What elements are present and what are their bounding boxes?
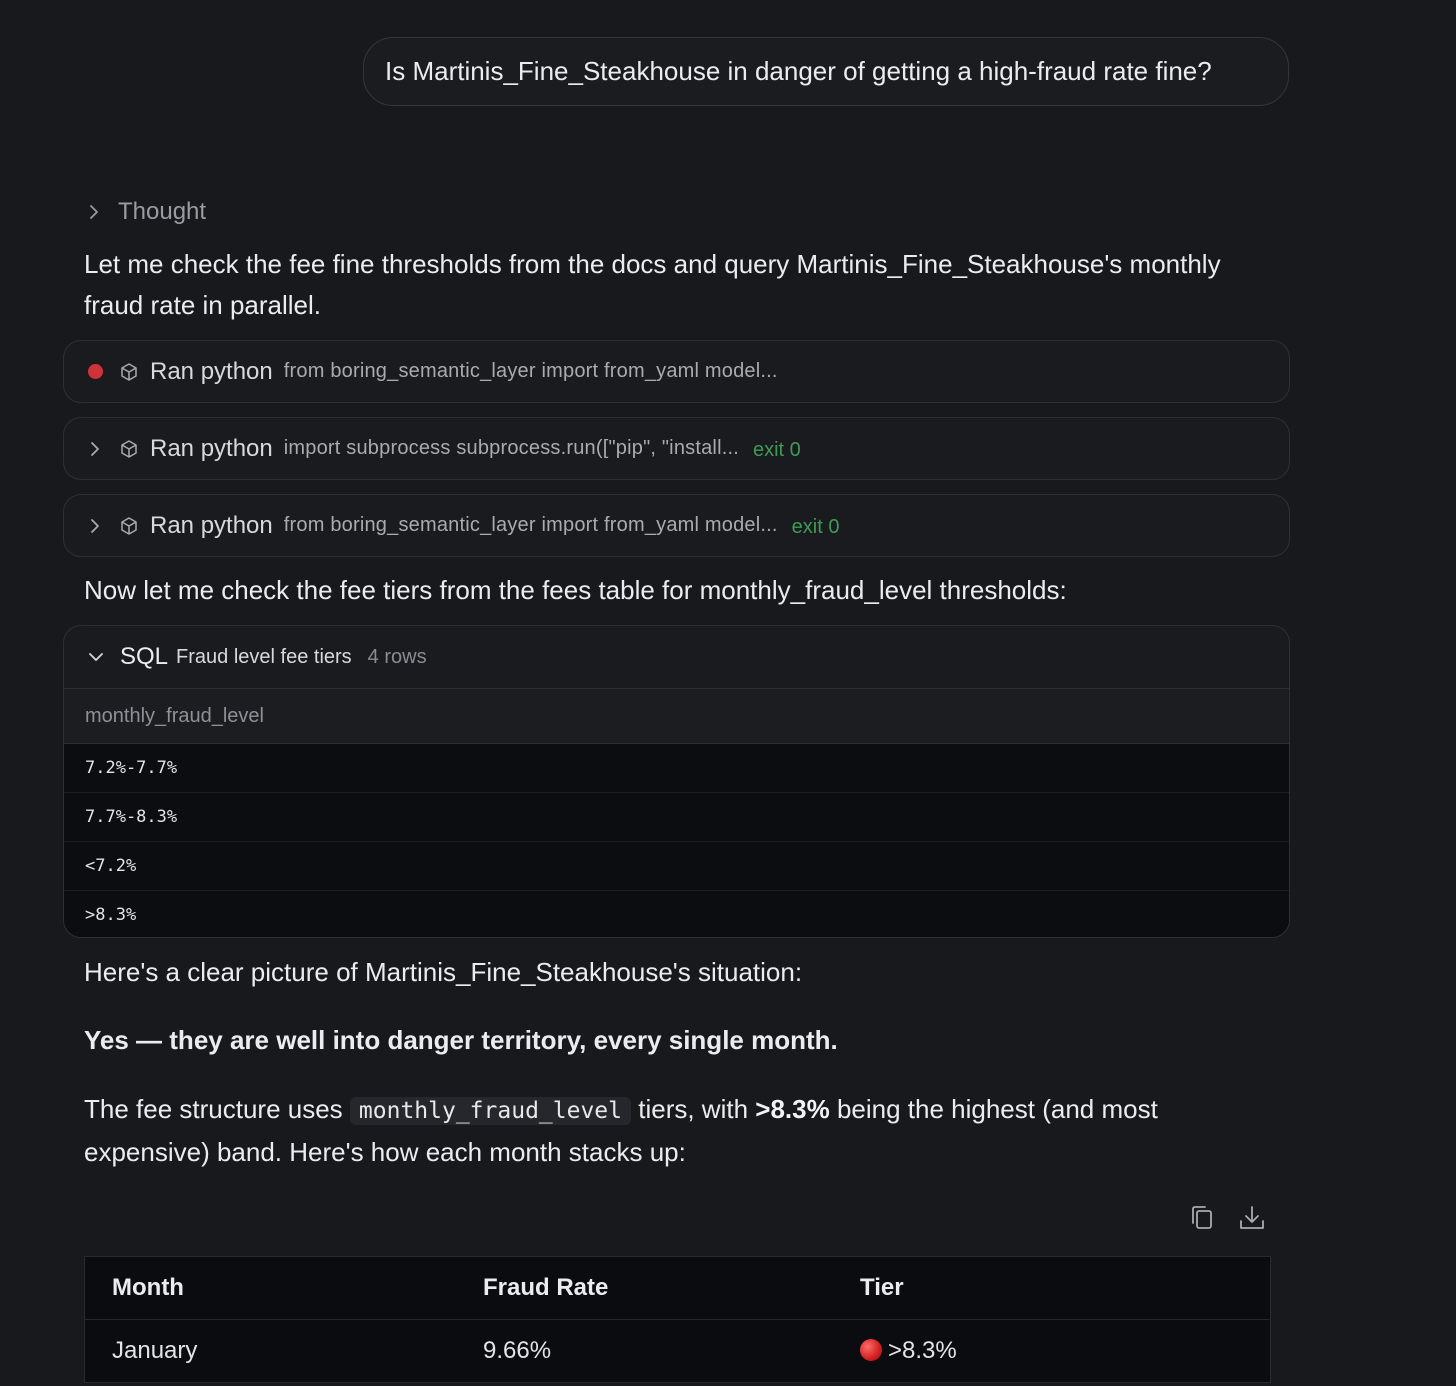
- sql-result-card: [63, 625, 1290, 938]
- cell-month: January: [85, 1320, 457, 1383]
- tool-call-card[interactable]: [63, 340, 1290, 403]
- user-message-bubble: [363, 37, 1289, 106]
- tool-call-card[interactable]: [63, 494, 1290, 557]
- sql-tag: SQL: [120, 643, 169, 670]
- fee-structure-text: [84, 1089, 1284, 1173]
- assistant-intro-text: Let me check the fee fine thresholds from the docs and query Martinis_Fine_Steakhouse's monthly fraud rate in parallel.: [84, 249, 1221, 320]
- table-row: [85, 1320, 1271, 1383]
- column-header-month: Month: [85, 1257, 457, 1320]
- sql-title: Fraud level fee tiers: [176, 645, 352, 668]
- tool-name: Ran python: [150, 511, 273, 539]
- sql-header[interactable]: [64, 626, 1289, 689]
- copy-icon[interactable]: [1188, 1203, 1216, 1233]
- text-part: being the highest (and most expensive) band. Here's how each month stacks up:: [84, 1094, 1158, 1167]
- cell-tier: [833, 1320, 1271, 1383]
- summary-verdict: Yes — they are well into danger territory, every single month.: [84, 1025, 838, 1055]
- download-icon[interactable]: [1238, 1203, 1266, 1233]
- sql-row: >8.3%: [64, 891, 1289, 938]
- exit-status: exit 0: [791, 516, 840, 538]
- tool-name: Ran python: [150, 357, 273, 385]
- table-actions: [1188, 1203, 1266, 1233]
- tool-command: import subprocess subprocess.run(["pip", "install...: [283, 437, 739, 459]
- chevron-right-icon: [84, 202, 104, 222]
- fraud-rate-table: [84, 1256, 1271, 1383]
- tool-command: from boring_semantic_layer import from_yaml model...: [283, 360, 778, 382]
- tier-value: >8.3%: [888, 1337, 957, 1364]
- cell-fraud-rate: 9.66%: [456, 1320, 833, 1383]
- thought-toggle[interactable]: [84, 198, 206, 226]
- inline-code: monthly_fraud_level: [350, 1097, 631, 1125]
- sql-row: <7.2%: [64, 842, 1289, 891]
- exit-status: exit 0: [752, 439, 801, 461]
- tool-call-card[interactable]: [63, 417, 1290, 480]
- red-circle-icon: [860, 1339, 882, 1361]
- fee-tiers-text: Now let me check the fee tiers from the fees table for monthly_fraud_level thresholds:: [84, 575, 1067, 605]
- table-header-row: [85, 1257, 1271, 1320]
- sql-row: 7.2%-7.7%: [64, 744, 1289, 793]
- column-header-tier: Tier: [833, 1257, 1271, 1320]
- running-status-dot: [88, 364, 103, 379]
- cube-icon: [118, 361, 140, 383]
- cube-icon: [118, 515, 140, 537]
- cube-icon: [118, 438, 140, 460]
- sql-row-count: 4 rows: [367, 645, 427, 668]
- chevron-right-icon: [85, 516, 105, 536]
- chevron-right-icon: [85, 439, 105, 459]
- chevron-down-icon: [86, 647, 106, 667]
- sql-column-header: monthly_fraud_level: [64, 689, 1289, 744]
- bold-tier: >8.3%: [755, 1094, 830, 1124]
- text-part: The fee structure uses: [84, 1094, 350, 1124]
- summary-intro: Here's a clear picture of Martinis_Fine_Steakhouse's situation:: [84, 957, 803, 987]
- sql-row: 7.7%-8.3%: [64, 793, 1289, 842]
- user-message-text: Is Martinis_Fine_Steakhouse in danger of getting a high-fraud rate fine?: [385, 56, 1212, 86]
- tool-name: Ran python: [150, 434, 273, 462]
- text-part: tiers, with: [631, 1094, 756, 1124]
- tool-command: from boring_semantic_layer import from_yaml model...: [283, 514, 778, 536]
- column-header-fraud-rate: Fraud Rate: [456, 1257, 833, 1320]
- thought-label: Thought: [118, 198, 207, 225]
